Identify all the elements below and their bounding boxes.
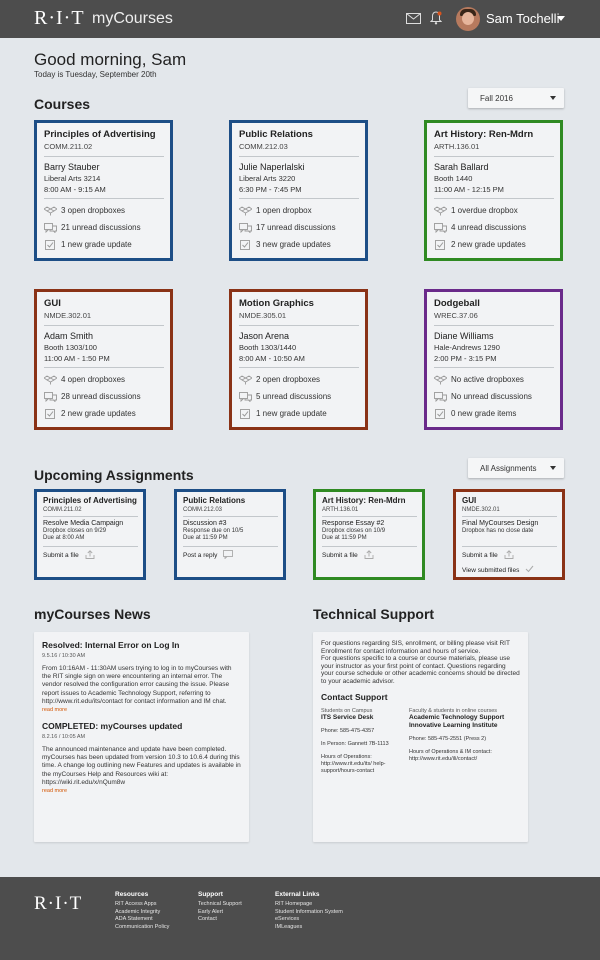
assignment-title[interactable]: Discussion #3 (183, 520, 227, 527)
course-grades[interactable] (239, 408, 359, 419)
dropbox-icon (44, 206, 57, 216)
course-location: Booth 1440 (434, 174, 473, 183)
course-dropboxes[interactable] (44, 374, 164, 385)
divider (322, 546, 417, 547)
support-hours-label: Hours of Operations: (321, 753, 372, 760)
courses-heading: Courses (34, 96, 91, 112)
course-title[interactable]: Art History: Ren-Mdrn (434, 129, 534, 140)
chevron-down-icon (550, 466, 556, 470)
stat-label: 4 unread discussions (451, 223, 527, 232)
assignment-action[interactable] (462, 550, 557, 561)
divider (434, 367, 554, 368)
divider (43, 516, 138, 517)
footer-heading: External Links (275, 891, 320, 898)
course-grades[interactable] (44, 239, 164, 250)
footer-link[interactable]: Student Information System (275, 908, 343, 915)
course-time: 8:00 AM - 10:50 AM (239, 354, 305, 363)
course-discussions[interactable] (239, 391, 359, 402)
grade-check-icon (434, 240, 447, 250)
user-name[interactable]: Sam Tochelli (486, 11, 560, 26)
divider (183, 546, 278, 547)
divider (434, 325, 554, 326)
term-select[interactable] (468, 88, 564, 108)
action-label: Submit a file (322, 552, 358, 559)
assignment-due-time: Due at 11:59 PM (322, 535, 367, 541)
rit-logo[interactable]: R·I·T (34, 7, 85, 29)
footer-column-external-links (275, 891, 343, 931)
course-time: 11:00 AM - 12:15 PM (434, 185, 504, 194)
stat-label: 21 unread discussions (61, 223, 141, 232)
discussion-icon (44, 223, 57, 233)
course-instructor: Adam Smith (44, 331, 94, 341)
support-desk-name: Academic Technology Support Innovative Learning Institute (409, 713, 505, 729)
course-title[interactable]: GUI (44, 298, 61, 309)
course-code: WREC.37.06 (434, 311, 478, 320)
check-icon (525, 565, 534, 575)
term-select-value: Fall 2016 (480, 94, 513, 103)
action-label: Submit a file (43, 552, 79, 559)
reply-icon (223, 550, 233, 561)
stat-label: 3 new grade updates (256, 240, 331, 249)
course-instructor: Sarah Ballard (434, 162, 489, 172)
support-audience-label: Faculty & students in online courses (409, 707, 498, 714)
contact-support-heading: Contact Support (321, 691, 388, 702)
discussion-icon (44, 392, 57, 402)
action-label: Post a reply (183, 552, 218, 559)
course-grades[interactable] (434, 408, 554, 419)
course-location: Booth 1303/100 (44, 343, 97, 352)
assignment-course[interactable]: Art History: Ren-Mdrn (322, 496, 406, 505)
course-grades[interactable] (434, 239, 554, 250)
course-location: Booth 1303/1440 (239, 343, 297, 352)
stat-label: 2 new grade updates (451, 240, 526, 249)
assignment-course-code: COMM.212.03 (183, 507, 223, 513)
footer-link[interactable]: RIT Access Apps (115, 901, 157, 907)
support-desk-name: ITS Service Desk (321, 713, 374, 721)
app-name[interactable]: myCourses (92, 10, 173, 27)
assignment-course-code: ARTH.136.01 (322, 507, 359, 513)
course-title[interactable]: Motion Graphics (239, 298, 314, 309)
news-body: The announced maintenance and update have been completed. myCourses has been updated from version 10.3 to 10.6.4 during this time. A change log outlining new Features and updates is available in the myCourses Help and Resources wiki at: https://wiki.rit.edu/x/nQum8w (42, 746, 241, 786)
course-time: 2:00 PM - 3:15 PM (434, 354, 497, 363)
course-title[interactable]: Principles of Advertising (44, 129, 156, 140)
divider (44, 325, 164, 326)
course-title[interactable]: Dodgeball (434, 298, 480, 309)
divider (44, 156, 164, 157)
footer-column-resources (115, 891, 169, 931)
read-more-link[interactable]: read more (42, 707, 68, 714)
support-phone: Phone: 585-475-4357 (321, 727, 375, 734)
course-time: 11:00 AM - 1:50 PM (44, 354, 110, 363)
course-code: COMM.212.03 (239, 142, 288, 151)
user-avatar[interactable] (456, 7, 480, 31)
stat-label: 3 open dropboxes (61, 206, 126, 215)
course-discussions[interactable] (434, 222, 554, 233)
assignments-heading: Upcoming Assignments (34, 467, 194, 483)
divider (434, 198, 554, 199)
discussion-icon (434, 392, 447, 402)
course-card[interactable] (229, 120, 368, 261)
assignment-card[interactable] (174, 489, 286, 580)
stat-label: 28 unread discussions (61, 392, 141, 401)
news-title[interactable]: COMPLETED: myCourses updated (42, 721, 183, 732)
divider (322, 516, 417, 517)
footer-heading: Resources (115, 891, 149, 898)
stat-label: 1 open dropbox (256, 206, 312, 215)
news-date: 8.2.16 / 10:05 AM (42, 734, 86, 741)
divider (434, 156, 554, 157)
footer-link[interactable]: Technical Support (198, 901, 242, 907)
course-instructor: Jason Arena (239, 331, 290, 341)
footer-column-support (198, 891, 242, 924)
support-text-course: For questions specific to a course or course materials, please use your instructor as your first point of contact. Questions regarding your course schedule or other academic concerns should be directed to your academic advisor. (321, 655, 520, 685)
course-dropboxes[interactable] (239, 205, 359, 216)
support-panel (313, 632, 528, 842)
course-card[interactable] (424, 289, 563, 430)
divider (462, 516, 557, 517)
action-label: View submitted files (462, 566, 520, 574)
course-time: 6:30 PM - 7:45 PM (239, 185, 302, 194)
dropbox-icon (44, 375, 57, 385)
course-dropboxes[interactable] (434, 205, 554, 216)
divider (43, 546, 138, 547)
stat-label: 2 open dropboxes (256, 375, 321, 384)
support-hours-link[interactable]: http://www.rit.edu/ili/contact/ (409, 755, 478, 762)
upload-icon (364, 550, 374, 561)
footer-link[interactable]: Contact (198, 916, 217, 922)
assignment-course[interactable]: Public Relations (183, 496, 246, 505)
stat-label: 4 open dropboxes (61, 375, 126, 384)
footer-link[interactable]: Early Alert (198, 908, 224, 915)
upload-icon (504, 550, 514, 561)
divider (239, 367, 359, 368)
assignment-action[interactable] (183, 550, 278, 561)
support-location: In Person: Gannett 7B-1113 (321, 740, 389, 747)
stat-label: 1 new grade update (61, 240, 132, 249)
course-grades[interactable] (239, 239, 359, 250)
footer-link[interactable]: Communication Policy (115, 923, 170, 930)
dropbox-icon (434, 375, 447, 385)
course-location: Liberal Arts 3220 (239, 174, 296, 183)
support-audience-label: Students on Campus (321, 707, 373, 714)
course-instructor: Julie Naperlalski (239, 162, 305, 172)
grade-check-icon (44, 409, 57, 419)
mail-icon[interactable] (406, 13, 421, 24)
chevron-down-icon (550, 96, 556, 100)
course-dropboxes[interactable] (44, 205, 164, 216)
course-instructor: Diane Williams (434, 331, 494, 341)
course-dropboxes[interactable] (434, 374, 554, 385)
assignment-course-code: NMDE.302.01 (462, 507, 500, 513)
course-discussions[interactable] (44, 391, 164, 402)
stat-label: No active dropboxes (451, 375, 524, 384)
assignment-deadline: Dropbox has no close date (462, 528, 534, 534)
upload-icon (85, 550, 95, 561)
divider (462, 546, 557, 547)
stat-label: No unread discussions (451, 392, 532, 401)
footer-link[interactable]: RIT Homepage (275, 901, 313, 907)
assignment-action[interactable] (322, 550, 417, 561)
news-title[interactable]: Resolved: Internal Error on Log In (42, 640, 180, 650)
news-panel (34, 632, 249, 842)
read-more-link[interactable]: read more (42, 788, 68, 795)
assignment-due-time: Due at 11:59 PM (183, 535, 228, 541)
assignment-due-time: Due at 8:00 AM (43, 535, 85, 541)
course-code: COMM.211.02 (44, 142, 93, 151)
course-location: Liberal Arts 3214 (44, 174, 101, 183)
assignment-deadline: Dropbox closes on 10/9 (322, 528, 386, 534)
footer-link[interactable]: Academic Integrity (115, 908, 161, 915)
divider (183, 516, 278, 517)
course-card[interactable] (34, 120, 173, 261)
top-bar (0, 0, 600, 38)
assignment-course[interactable]: Principles of Advertising (43, 496, 137, 505)
assignment-filter-value: All Assignments (480, 464, 537, 473)
course-code: ARTH.136.01 (434, 142, 480, 151)
grade-check-icon (44, 240, 57, 250)
assignment-card[interactable] (313, 489, 425, 580)
today-date: Today is Tuesday, September 20th (34, 70, 157, 79)
footer (0, 877, 600, 960)
footer-rit-logo[interactable]: R·I·T (34, 893, 83, 914)
assignment-card[interactable] (453, 489, 565, 580)
course-discussions[interactable] (44, 222, 164, 233)
course-card[interactable] (229, 289, 368, 430)
discussion-icon (239, 392, 252, 402)
course-dropboxes[interactable] (239, 374, 359, 385)
chevron-down-icon[interactable] (557, 16, 565, 21)
course-code: NMDE.305.01 (239, 311, 287, 320)
dropbox-icon (239, 206, 252, 216)
assignment-card[interactable] (34, 489, 146, 580)
grade-check-icon (434, 409, 447, 419)
course-title[interactable]: Public Relations (239, 129, 313, 140)
course-instructor: Barry Stauber (44, 162, 100, 172)
divider (44, 198, 164, 199)
assignment-action[interactable] (43, 550, 138, 561)
assignment-title[interactable]: Final MyCourses Design (462, 520, 539, 527)
grade-check-icon (239, 240, 252, 250)
news-item (42, 640, 241, 713)
action-label: Submit a file (462, 552, 498, 559)
footer-heading: Support (198, 891, 223, 898)
assignment-filter-select[interactable] (468, 458, 564, 478)
course-location: Hale-Andrews 1290 (434, 343, 500, 352)
dropbox-icon (434, 206, 447, 216)
support-heading: Technical Support (313, 606, 435, 622)
support-text-enrollment: For questions regarding SIS, enrollment, or billing please visit RIT Enrollment for contact information and hours of service. (321, 640, 510, 655)
grade-check-icon (239, 409, 252, 419)
discussion-icon (239, 223, 252, 233)
divider (44, 367, 164, 368)
greeting: Good morning, Sam (34, 50, 187, 69)
news-heading: myCourses News (34, 606, 151, 622)
stat-label: 5 unread discussions (256, 392, 332, 401)
course-card[interactable] (34, 289, 173, 430)
stat-label: 1 overdue dropbox (451, 206, 518, 215)
course-grades[interactable] (44, 408, 164, 419)
footer-link[interactable]: eServices (275, 916, 300, 922)
course-discussions[interactable] (434, 391, 554, 402)
assignment-deadline: Dropbox closes on 9/29 (43, 528, 107, 534)
news-item (42, 721, 241, 794)
divider (239, 198, 359, 199)
discussion-icon (434, 223, 447, 233)
footer-link[interactable]: ADA Statement (115, 916, 153, 922)
support-phone: Phone: 585-475-2551 (Press 2) (409, 735, 487, 742)
assignment-title[interactable]: Response Essay #2 (322, 520, 385, 527)
news-date: 9.5.16 / 10:30 AM (42, 653, 86, 659)
assignment-title[interactable]: Resolve Media Campaign (43, 520, 124, 527)
assignment-deadline: Response due on 10/5 (183, 528, 244, 534)
course-code: NMDE.302.01 (44, 311, 92, 320)
stat-label: 2 new grade updates (61, 409, 136, 418)
support-hours-link[interactable]: http://www.rit.edu/its/ help-support/hours-contact (321, 760, 386, 774)
course-discussions[interactable] (239, 222, 359, 233)
divider (239, 156, 359, 157)
assignment-course-code: COMM.211.02 (43, 507, 82, 513)
stat-label: 17 unread discussions (256, 223, 336, 232)
view-submissions-action[interactable] (462, 565, 557, 575)
support-hours-label: Hours of Operations & IM contact: (409, 748, 492, 755)
divider (239, 325, 359, 326)
course-card[interactable] (424, 120, 563, 261)
dropbox-icon (239, 375, 252, 385)
course-time: 8:00 AM - 9:15 AM (44, 185, 106, 194)
assignment-course[interactable]: GUI (462, 496, 477, 505)
footer-link[interactable]: IMLeagues (275, 923, 303, 930)
stat-label: 1 new grade update (256, 409, 327, 418)
notification-bell-icon[interactable] (430, 11, 442, 25)
news-body: From 10:16AM - 11:30AM users trying to log in to myCourses with the RIT single sign on were encountering an internal error. The vendor resolved the configuration error causing the issue. Please report issues to Academic Technology Support, referring to http://www.rit.edu/its/contact for contact information and IM chat. (42, 665, 232, 705)
stat-label: 0 new grade items (451, 409, 517, 418)
